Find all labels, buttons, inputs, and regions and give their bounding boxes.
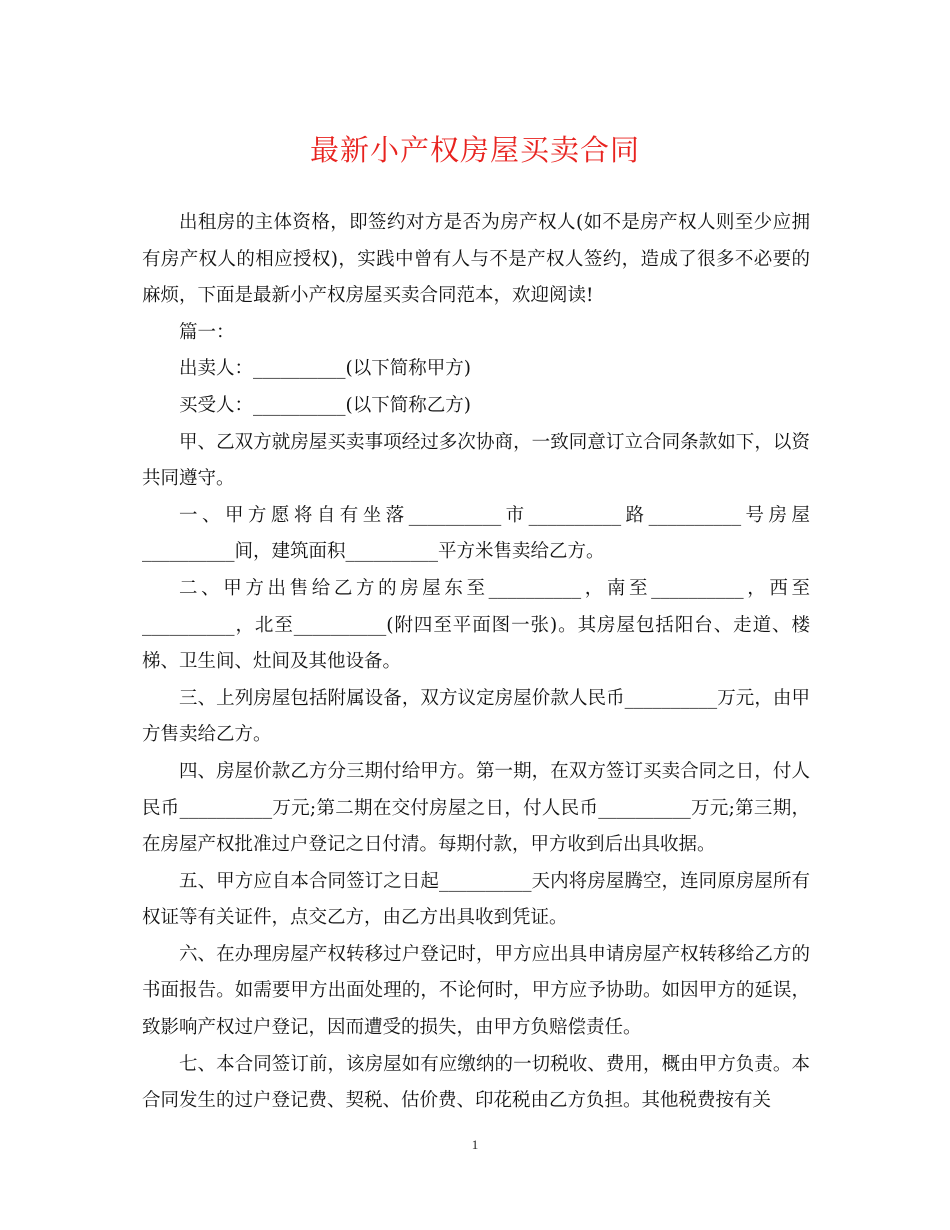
clause-5: 五、甲方应自本合同签订之日起__________天内将房屋腾空，连同原房屋所有权证等有关证件，点交乙方，由乙方出具收到凭证。 — [142, 870, 810, 929]
clause-6: 六、在办理房屋产权转移过户登记时，甲方应出具申请房屋产权转移给乙方的书面报告。如需要甲方出面处理的，不论何时，甲方应予协助。如因甲方的延误，致影响产权过户登记，因而遭受的损失，由甲方负赔偿责任。 — [142, 943, 810, 1039]
document-body — [142, 205, 810, 1120]
page-number: 1 — [471, 1137, 479, 1152]
clause-7: 七、本合同签订前，该房屋如有应缴纳的一切税收、费用，概由甲方负责。本合同发生的过户登记费、契税、估价费、印花税由乙方负担。其他税费按有关 — [142, 1053, 810, 1112]
clause-1: 一、甲方愿将自有坐落__________市__________路__________号房屋__________间，建筑面积__________平方米售卖给乙方。 — [142, 504, 810, 563]
clause-3: 三、上列房屋包括附属设备，双方议定房屋价款人民币__________万元，由甲方售卖给乙方。 — [142, 687, 810, 746]
seller-line: 出卖人：__________(以下简称甲方) — [179, 358, 471, 380]
clause-4: 四、房屋价款乙方分三期付给甲方。第一期，在双方签订买卖合同之日，付人民币__________万元;第二期在交付房屋之日，付人民币__________万元;第三期，在房屋产权批准过户登记之日付清。每期付款，甲方收到后出具收据。 — [142, 760, 810, 856]
section-label: 篇一： — [179, 321, 235, 343]
buyer-line: 买受人：__________(以下简称乙方) — [179, 394, 471, 416]
document-title: 最新小产权房屋买卖合同 — [309, 133, 640, 167]
clause-2: 二、甲方出售给乙方的房屋东至__________，南至__________，西至__________，北至__________(附四至平面图一张)。其房屋包括阳台、走道、楼梯、卫生间、灶间及其他设备。 — [142, 577, 810, 673]
intro-paragraph: 出租房的主体资格，即签约对方是否为房产权人(如不是房产权人则至少应拥有房产权人的相应授权)，实践中曾有人与不是产权人签约，造成了很多不必要的麻烦，下面是最新小产权房屋买卖合同范本，欢迎阅读! — [142, 212, 810, 307]
preamble-paragraph: 甲、乙双方就房屋买卖事项经过多次协商，一致同意订立合同条款如下，以资共同遵守。 — [142, 431, 810, 490]
